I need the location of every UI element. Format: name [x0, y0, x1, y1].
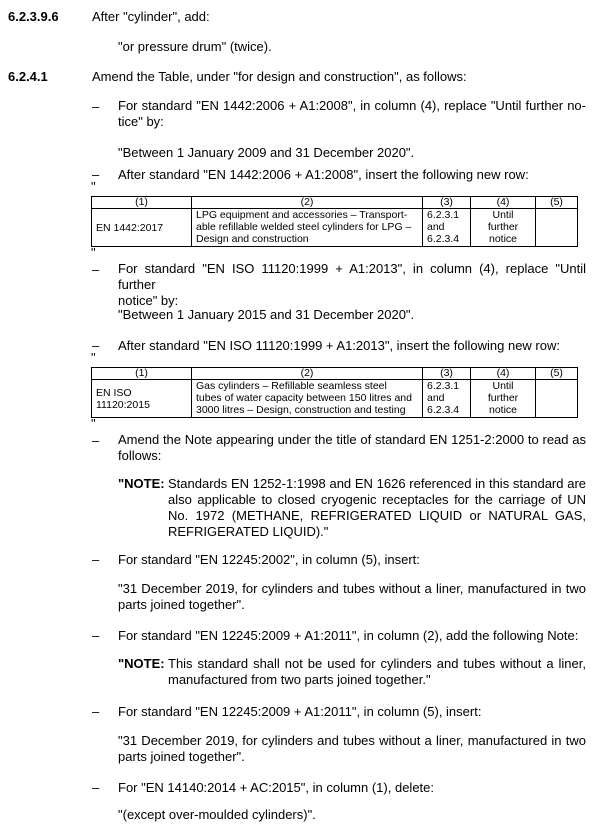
table-header-cell: (1)	[92, 197, 192, 209]
list-item-text	[118, 98, 586, 130]
table-row	[92, 380, 578, 418]
list-item-text	[118, 432, 586, 464]
section-text: "or pressure drum" (twice).	[118, 39, 272, 54]
list-dash: –	[92, 780, 100, 795]
text-line: For standard "EN 1442:2006 + A1:2008", in column (4), replace "Until further no-	[118, 98, 586, 113]
table-header-cell: (3)	[423, 197, 471, 209]
quoted-text	[118, 733, 586, 765]
cell-line: further	[487, 392, 519, 404]
cell-line: Design and construction	[196, 233, 309, 245]
table-cell-applicable	[423, 209, 471, 247]
table-cell-standard	[92, 380, 192, 418]
cell-line: further	[487, 221, 519, 233]
text-line: follows:	[118, 448, 162, 463]
section-number-6-2-3-9-6: 6.2.3.9.6	[8, 9, 59, 24]
note-label: "NOTE:	[118, 476, 165, 491]
table-cell-applicable-period	[471, 380, 536, 418]
cell-line: Until	[492, 209, 514, 221]
text-line: parts joined together".	[118, 597, 245, 612]
text-line: This standard shall not be used for cylinders and tubes without a liner,	[168, 656, 586, 671]
text-line: Amend the Note appearing under the title of standard EN 1251-2:2000 to read as	[118, 432, 586, 447]
quoted-text: "(except over-moulded cylinders)".	[118, 807, 316, 822]
table-header-cell: (5)	[536, 197, 578, 209]
list-dash: –	[92, 99, 100, 114]
cell-line: EN ISO	[96, 386, 132, 399]
cell-line: 6.2.3.4	[427, 404, 460, 416]
list-dash: –	[92, 338, 100, 353]
list-item-text	[118, 261, 586, 309]
table-cell-title	[192, 380, 423, 418]
cell-line: able refillable welded steel cylinders for LPG –	[196, 221, 412, 233]
table-cell-final-date	[536, 380, 578, 418]
cell-line: tubes of water capacity between 150 litres and	[196, 392, 412, 404]
section-instruction: Amend the Table, under "for design and construction", as follows:	[92, 69, 467, 84]
text-line: Standards EN 1252-1:1998 and EN 1626 referenced in this standard are	[168, 476, 586, 491]
table-header-cell: (1)	[92, 368, 192, 380]
table-header-row	[92, 368, 578, 380]
cell-line: notice	[488, 404, 518, 416]
table-header-row	[92, 197, 578, 209]
list-item-text: For standard "EN 12245:2002", in column (5), insert:	[118, 552, 420, 567]
text-line: tice" by:	[118, 114, 164, 129]
cell-line: 6.2.3.1	[427, 209, 460, 221]
list-item-text: For "EN 14140:2014 + AC:2015", in column (1), delete:	[118, 780, 434, 795]
list-item-text: For standard "EN 12245:2009 + A1:2011", in column (5), insert:	[118, 704, 482, 719]
text-line: parts joined together".	[118, 749, 245, 764]
cell-line: 6.2.3.4	[427, 233, 460, 245]
cell-line: 11120:2015	[96, 398, 150, 411]
table-cell-applicable	[423, 380, 471, 418]
open-quote: "	[91, 179, 96, 194]
text-line: For standard "EN ISO 11120:1999 + A1:2013", in column (4), replace "Until further	[118, 261, 586, 292]
note-text	[168, 656, 586, 688]
text-line: manufactured from two parts joined together."	[168, 672, 431, 687]
inserted-row-table-2	[91, 367, 578, 418]
quoted-text: "Between 1 January 2015 and 31 December 2020".	[118, 307, 415, 322]
cell-line: LPG equipment and accessories – Transport-	[196, 209, 408, 221]
table-header-cell: (4)	[471, 197, 536, 209]
table-cell-standard: EN 1442:2017	[92, 209, 192, 247]
close-quote: "	[91, 245, 96, 260]
text-line: REFRIGERATED LIQUID)."	[168, 524, 329, 539]
cell-line: notice	[488, 233, 518, 245]
cell-line: and	[427, 221, 445, 233]
inserted-row-table-1	[91, 196, 578, 247]
list-item-text: After standard "EN 1442:2006 + A1:2008", insert the following new row:	[118, 167, 529, 182]
table-cell-final-date	[536, 209, 578, 247]
list-dash: –	[92, 433, 100, 448]
list-dash: –	[92, 262, 100, 277]
section-number-6-2-4-1: 6.2.4.1	[8, 69, 48, 84]
list-item-text: For standard "EN 12245:2009 + A1:2011", in column (2), add the following Note:	[118, 628, 579, 643]
table-header-cell: (3)	[423, 368, 471, 380]
cell-line: 6.2.3.1	[427, 380, 460, 392]
text-line: No. 1972 (METHANE, REFRIGERATED LIQUID or NATURAL GAS,	[168, 508, 586, 523]
text-line: also applicable to closed cryogenic receptacles for the carriage of UN	[168, 492, 586, 507]
table-row	[92, 209, 578, 247]
table-header-cell: (2)	[192, 368, 423, 380]
note-text	[168, 476, 586, 540]
quoted-text: "Between 1 January 2009 and 31 December 2020".	[118, 145, 415, 160]
list-item-text: After standard "EN ISO 11120:1999 + A1:2013", insert the following new row:	[118, 338, 560, 353]
open-quote: "	[91, 350, 96, 365]
quoted-text	[118, 581, 586, 613]
text-line: notice" by:	[118, 293, 179, 308]
cell-line: Gas cylinders – Refillable seamless steel	[196, 380, 387, 392]
section-instruction: After "cylinder", add:	[92, 9, 210, 24]
cell-line: Until	[492, 380, 514, 392]
list-dash: –	[92, 704, 100, 719]
close-quote: "	[91, 416, 96, 431]
table-cell-title	[192, 209, 423, 247]
note-label: "NOTE:	[118, 656, 165, 671]
table-cell-applicable-period	[471, 209, 536, 247]
cell-line: 3000 litres – Design, construction and testing	[196, 404, 406, 416]
table-header-cell: (2)	[192, 197, 423, 209]
list-dash: –	[92, 552, 100, 567]
list-dash: –	[92, 167, 100, 182]
table-header-cell: (5)	[536, 368, 578, 380]
text-line: "31 December 2019, for cylinders and tubes without a liner, manufactured in two	[118, 733, 586, 748]
table-header-cell: (4)	[471, 368, 536, 380]
list-dash: –	[92, 628, 100, 643]
text-line: "31 December 2019, for cylinders and tubes without a liner, manufactured in two	[118, 581, 586, 596]
cell-line: and	[427, 392, 445, 404]
